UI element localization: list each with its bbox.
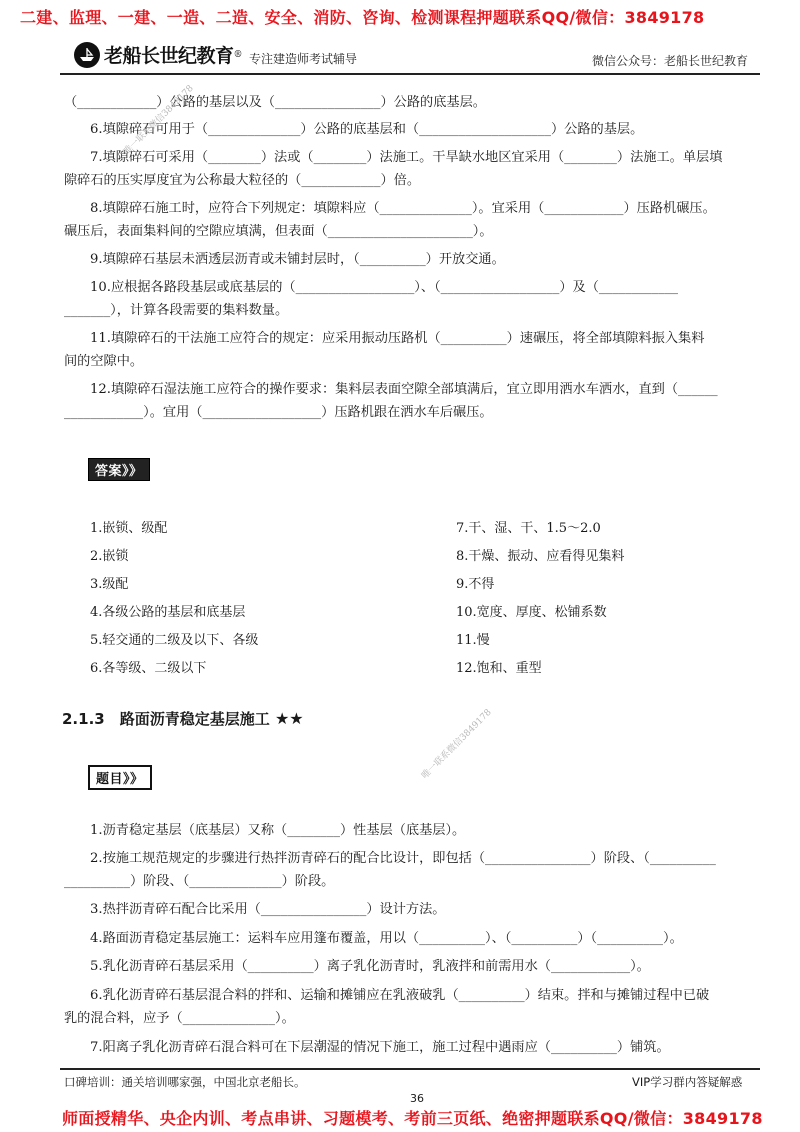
page-number: 36 xyxy=(410,1092,424,1105)
answer-item: 11.慢 xyxy=(456,633,490,648)
answer-item: 1.嵌锁、级配 xyxy=(90,521,168,536)
answer-item: 5.轻交通的二级及以下、各级 xyxy=(90,633,259,648)
answer-item: 3.级配 xyxy=(90,577,129,592)
header-rule xyxy=(60,73,760,75)
answer-item: 12.饱和、重型 xyxy=(456,661,542,676)
ship-icon xyxy=(74,42,100,68)
answer-item: 10.宽度、厚度、松铺系数 xyxy=(456,605,607,620)
question-line: 9.填隙碎石基层未洒透层沥青或未铺封层时，（__________）开放交通。 xyxy=(90,252,505,267)
answer-item: 9.不得 xyxy=(456,577,495,592)
top-banner: 二建、监理、一建、一造、二造、安全、消防、咨询、检测课程押题联系QQ/微信：3849178 xyxy=(20,8,705,27)
question-line: 2.按施工规范规定的步骤进行热拌沥青碎石的配合比设计，即包括（________________）阶段、（__________ xyxy=(90,851,716,866)
footer-left: 口碑培训：通关培训哪家强，中国北京老船长。 xyxy=(64,1075,306,1089)
footer-rule xyxy=(60,1068,760,1070)
question-line: 8.填隙碎石施工时，应符合下列规定：填隙料应（______________）。宜采用（____________）压路机碾压。 xyxy=(90,201,716,216)
question-tag: 题目》》 xyxy=(88,765,152,790)
bottom-banner: 师面授精华、央企内训、考点串讲、习题模考、考前三页纸、绝密押题联系QQ/微信：3849178 xyxy=(62,1109,763,1128)
question-line: 7.填隙碎石可采用（________）法或（________）法施工。干旱缺水地区宜采用（________）法施工。单层填 xyxy=(90,150,723,165)
star-icon: ★★ xyxy=(274,709,304,728)
question-line: 7.阳离子乳化沥青碎石混合料可在下层潮湿的情况下施工，施工过程中遇雨应（__________）铺筑。 xyxy=(90,1040,670,1055)
question-line: 10.应根据各路段基层或底基层的（__________________）、（__________________）及（____________ xyxy=(90,280,679,295)
question-line: 11.填隙碎石的干法施工应符合的规定：应采用振动压路机（__________）速碾压，将全部填隙料振入集料 xyxy=(90,331,705,346)
answer-item: 7.干、湿、干、1.5～2.0 xyxy=(456,521,601,536)
question-line: （____________）公路的基层以及（________________）公路的底基层。 xyxy=(64,95,486,110)
answer-tag: 答案》》 xyxy=(88,458,150,481)
question-line: _______），计算各段需要的集料数量。 xyxy=(64,303,289,318)
watermark: 唯一联系微信3849178 xyxy=(122,83,196,158)
question-line: 5.乳化沥青碎石基层采用（__________）离子乳化沥青时，乳液拌和前需用水（____________）。 xyxy=(90,959,650,974)
answer-item: 8.干燥、振动、应看得见集料 xyxy=(456,549,625,564)
logo-text: 老船长世纪教育 xyxy=(104,45,234,67)
question-line: ____________）。宜用（__________________）压路机跟在洒水车后碾压。 xyxy=(64,405,493,420)
question-line: 12.填隙碎石湿法施工应符合的操作要求：集料层表面空隙全部填满后，宜立即用洒水车洒水，直到（______ xyxy=(90,382,718,397)
question-line: 3.热拌沥青碎石配合比采用（________________）设计方法。 xyxy=(90,902,446,917)
section-title xyxy=(62,708,304,729)
section-title-text: 2.1.3 路面沥青稳定基层施工 xyxy=(62,710,270,728)
footer-right: VIP学习群内答疑解惑 xyxy=(632,1075,743,1089)
question-line: __________）阶段、（______________）阶段。 xyxy=(64,874,335,889)
question-line: 间的空隙中。 xyxy=(64,354,144,369)
question-line: 乳的混合料，应予（______________）。 xyxy=(64,1011,295,1026)
question-line: 隙碎石的压实厚度宜为公称最大粒径的（____________）倍。 xyxy=(64,173,421,188)
watermark: 唯一联系微信3849178 xyxy=(420,707,494,782)
header-wechat: 微信公众号：老船长世纪教育 xyxy=(592,54,749,68)
question-line: 1.沥青稳定基层（底基层）又称（________）性基层（底基层）。 xyxy=(90,823,466,838)
header-tagline: 专注建造师考试辅导 xyxy=(249,52,358,66)
question-line: 6.填隙碎石可用于（______________）公路的底基层和（____________________）公路的基层。 xyxy=(90,122,644,137)
answer-item: 6.各等级、二级以下 xyxy=(90,661,207,676)
answer-item: 2.嵌锁 xyxy=(90,549,129,564)
registered-mark: ® xyxy=(233,49,243,60)
answer-item: 4.各级公路的基层和底基层 xyxy=(90,605,246,620)
logo xyxy=(74,41,243,68)
question-line: 6.乳化沥青碎石基层混合料的拌和、运输和摊铺应在乳液破乳（__________）结束。拌和与摊铺过程中已破 xyxy=(90,988,710,1003)
question-line: 4.路面沥青稳定基层施工：运料车应用篷布覆盖，用以（__________）、（__________）（__________）。 xyxy=(90,931,683,946)
question-line: 碾压后，表面集料间的空隙应填满，但表面（______________________）。 xyxy=(64,224,493,239)
